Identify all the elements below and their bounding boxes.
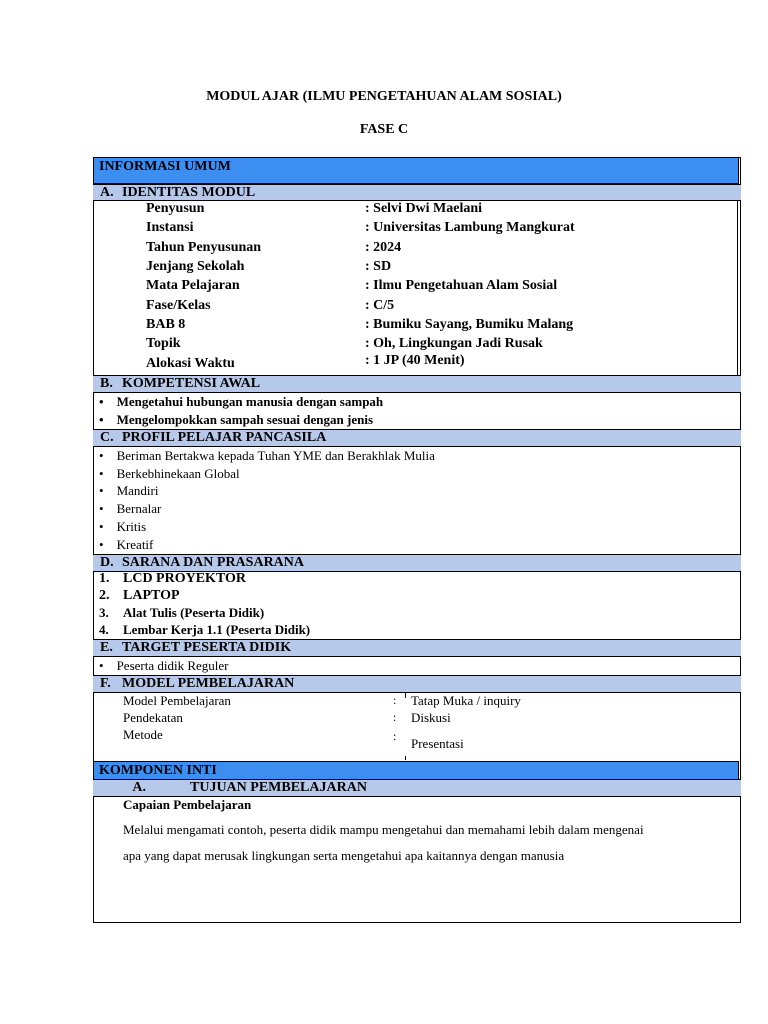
list-item: • Kritis bbox=[99, 519, 147, 534]
colon: : bbox=[393, 710, 397, 724]
section-number: E. bbox=[100, 640, 113, 655]
section-heading: IDENTITAS MODUL bbox=[122, 185, 256, 200]
identity-label: Tahun Penyusunan bbox=[146, 240, 262, 255]
list-item-text: Kritis bbox=[116, 519, 147, 534]
section-kompetensi-awal bbox=[93, 375, 741, 393]
list-item-text: Kreatif bbox=[116, 537, 154, 552]
section-heading: TARGET PESERTA DIDIK bbox=[122, 640, 292, 655]
document-subtitle: FASE C bbox=[359, 122, 409, 137]
identity-value: : Oh, Lingkungan Jadi Rusak bbox=[365, 336, 543, 351]
list-item-text: Mandiri bbox=[116, 483, 159, 498]
numbered-item bbox=[99, 588, 180, 604]
list-item-text: Berkebhinekaan Global bbox=[116, 466, 240, 481]
item-number: 1. bbox=[99, 571, 110, 586]
section-number: A. bbox=[132, 780, 146, 795]
identity-value: : 1 JP (40 Menit) bbox=[365, 353, 465, 368]
identity-value: : Bumiku Sayang, Bumiku Malang bbox=[365, 317, 574, 332]
item-number: 2. bbox=[99, 588, 110, 603]
identity-label: Mata Pelajaran bbox=[146, 278, 240, 293]
identity-label: Alokasi Waktu bbox=[146, 356, 235, 371]
section-number: A. bbox=[100, 185, 114, 200]
numbered-item bbox=[99, 605, 264, 621]
list-item: • Mengetahui hubungan manusia dengan sampah bbox=[99, 394, 384, 409]
cell-border bbox=[405, 756, 406, 760]
identity-value: : Ilmu Pengetahuan Alam Sosial bbox=[365, 278, 558, 293]
identity-value: : SD bbox=[365, 259, 392, 274]
list-item-text: Mengelompokkan sampah sesuai dengan jenis bbox=[116, 412, 374, 427]
section-heading: KOMPETENSI AWAL bbox=[122, 376, 261, 391]
item-text: LCD PROYEKTOR bbox=[123, 571, 247, 586]
identity-label: Topik bbox=[146, 336, 181, 351]
identity-label: BAB 8 bbox=[146, 317, 186, 332]
model-value: Tatap Muka / inquiry bbox=[411, 693, 521, 708]
list-item-text: Bernalar bbox=[116, 501, 162, 516]
identity-value: : 2024 bbox=[365, 240, 402, 255]
section-komponen-inti: KOMPONEN INTI bbox=[93, 761, 739, 780]
list-item: • Beriman Bertakwa kepada Tuhan YME dan Berakhlak Mulia bbox=[99, 448, 435, 463]
identity-value: : C/5 bbox=[365, 298, 395, 313]
identity-label: Fase/Kelas bbox=[146, 298, 211, 313]
numbered-item bbox=[99, 571, 246, 587]
section-number: C. bbox=[100, 430, 114, 445]
identity-label: Penyusun bbox=[146, 201, 205, 216]
list-item: • Mandiri bbox=[99, 483, 159, 498]
item-text: Lembar Kerja 1.1 (Peserta Didik) bbox=[123, 622, 311, 637]
numbered-item bbox=[99, 622, 310, 638]
identity-label: Instansi bbox=[146, 220, 194, 235]
border-right bbox=[737, 201, 738, 375]
model-label: Pendekatan bbox=[123, 710, 183, 725]
identity-value: : Selvi Dwi Maelani bbox=[365, 201, 483, 216]
section-profil-pancasila bbox=[93, 429, 741, 447]
item-number: 3. bbox=[99, 605, 109, 620]
list-item: • Bernalar bbox=[99, 501, 162, 516]
colon: : bbox=[393, 693, 397, 707]
section-number: B. bbox=[100, 376, 113, 391]
section-informasi-umum: INFORMASI UMUM bbox=[93, 157, 739, 184]
section-tujuan-pembelajaran bbox=[93, 779, 741, 797]
section-sarana-prasarana bbox=[93, 554, 741, 572]
item-text: Alat Tulis (Peserta Didik) bbox=[123, 605, 265, 620]
model-label: Metode bbox=[123, 727, 163, 742]
model-value: Presentasi bbox=[411, 736, 464, 751]
section-heading: SARANA DAN PRASARANA bbox=[122, 555, 305, 570]
capaian-heading: Capaian Pembelajaran bbox=[123, 797, 252, 812]
colon: : bbox=[393, 729, 397, 743]
section-heading: TUJUAN PEMBELAJARAN bbox=[190, 780, 367, 795]
cell-border bbox=[405, 693, 406, 698]
capaian-text: Melalui mengamati contoh, peserta didik mampu mengetahui dan memahami lebih dalam mengenai bbox=[123, 822, 644, 837]
list-item: • Peserta didik Reguler bbox=[99, 658, 229, 673]
list-item: • Mengelompokkan sampah sesuai dengan jenis bbox=[99, 412, 374, 427]
model-value: Diskusi bbox=[411, 710, 451, 725]
list-item: • Kreatif bbox=[99, 537, 154, 552]
section-model-pembelajaran bbox=[93, 675, 741, 693]
section-number: D. bbox=[100, 555, 114, 570]
list-item-text: Beriman Bertakwa kepada Tuhan YME dan Berakhlak Mulia bbox=[116, 448, 435, 463]
list-item-text: Peserta didik Reguler bbox=[116, 658, 229, 673]
model-label: Model Pembelajaran bbox=[123, 693, 231, 708]
list-item-text: Mengetahui hubungan manusia dengan sampah bbox=[116, 394, 384, 409]
section-number: F. bbox=[100, 676, 111, 691]
section-identitas-modul bbox=[93, 184, 741, 201]
item-number: 4. bbox=[99, 622, 109, 637]
capaian-text: apa yang dapat merusak lingkungan serta mengetahui apa kaitannya dengan manusia bbox=[123, 848, 565, 863]
section-target-peserta bbox=[93, 639, 741, 657]
item-text: LAPTOP bbox=[123, 588, 180, 603]
identity-label: Jenjang Sekolah bbox=[146, 259, 245, 274]
identity-value: : Universitas Lambung Mangkurat bbox=[365, 220, 575, 235]
section-heading: PROFIL PELAJAR PANCASILA bbox=[122, 430, 327, 445]
section-heading: MODEL PEMBELAJARAN bbox=[122, 676, 295, 691]
list-item: • Berkebhinekaan Global bbox=[99, 466, 240, 481]
document-title: MODUL AJAR (ILMU PENGETAHUAN ALAM SOSIAL) bbox=[206, 89, 562, 104]
